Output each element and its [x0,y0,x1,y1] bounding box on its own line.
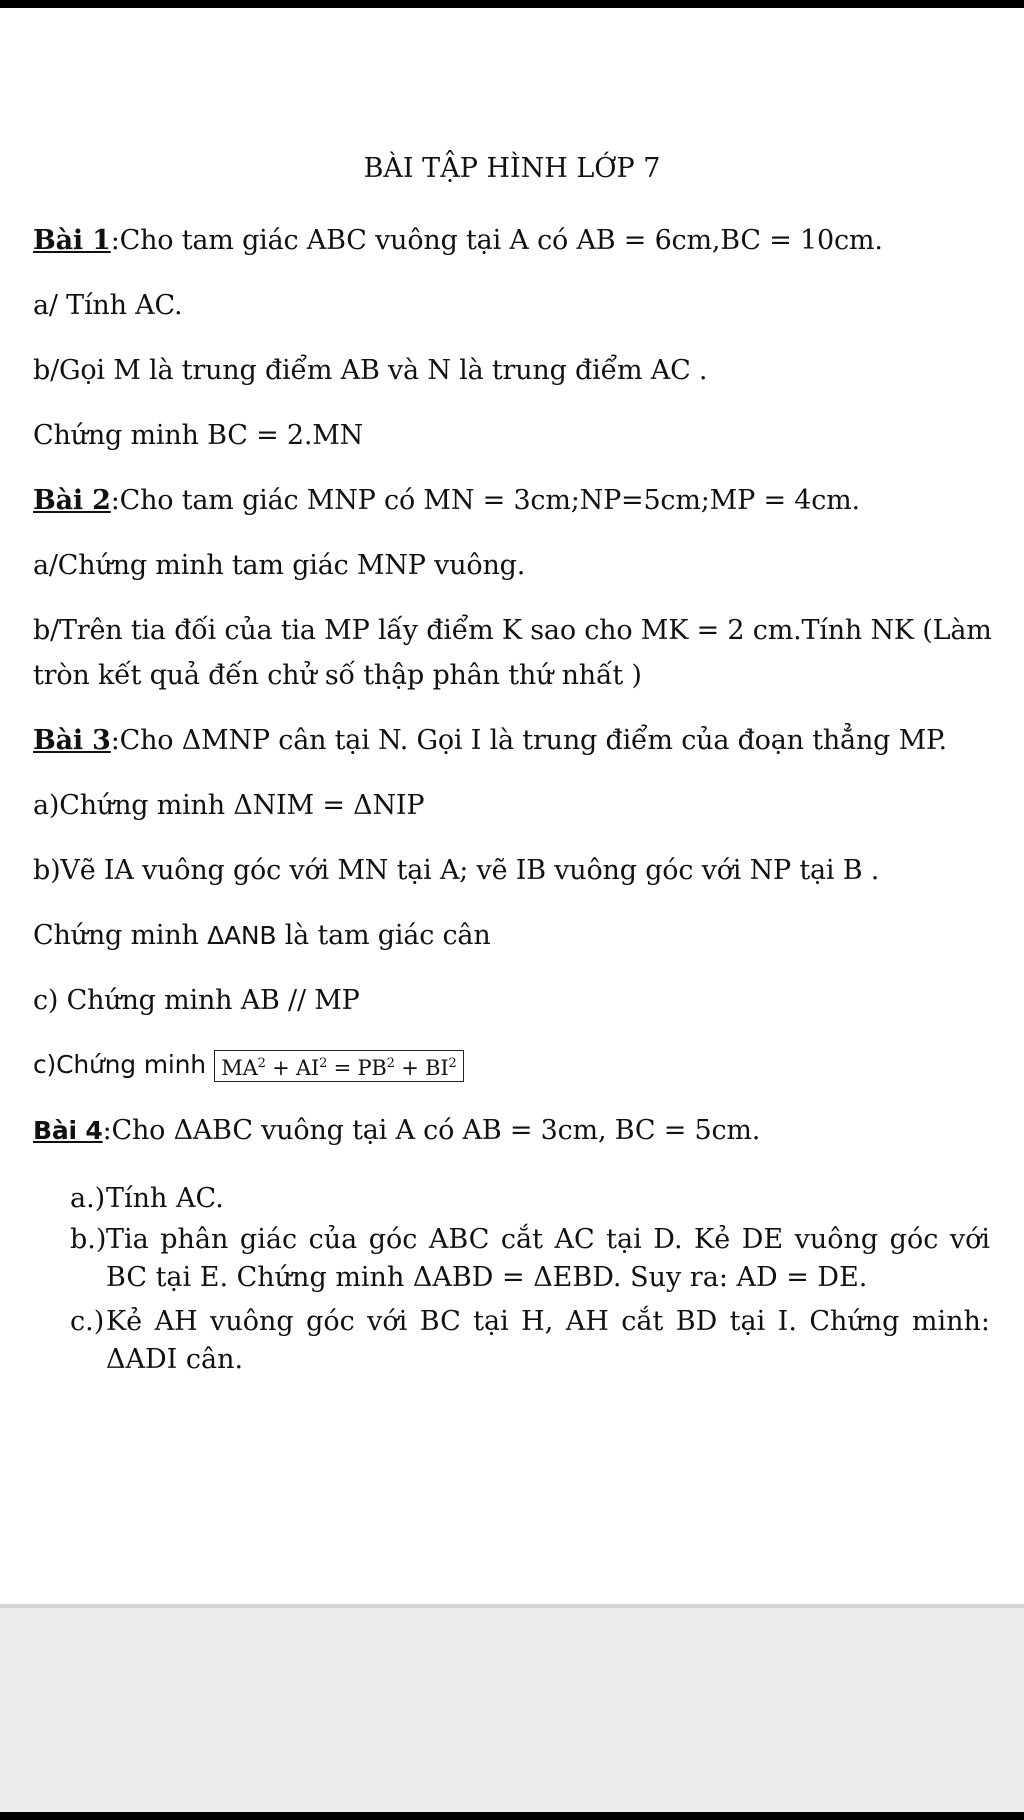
bai3-part-a: a)Chứng minh ΔNIM = ΔNIP [33,790,425,821]
bai3-part-c1: c) Chứng minh AB // MP [33,985,360,1016]
bai3-part-b-proof: Chứng minh ΔANB là tam giác cân [33,920,491,951]
bai4-item-b: b.) Tia phân giác của góc ABC cắt AC tại D. Kẻ DE vuông góc với BC tại E. Chứng minh ΔABD = ΔEBD. Suy ra: AD = DE. [70,1224,990,1293]
bai1-part-a: a/ Tính AC. [33,290,183,321]
bai1-statement: Bài 1:Cho tam giác ABC vuông tại A có AB = 6cm,BC = 10cm. [33,225,883,256]
bai4-item-c: c.) Kẻ AH vuông góc với BC tại H, AH cắt BD tại I. Chứng minh: ΔADI cân. [70,1306,990,1375]
bai1-part-b: b/Gọi M là trung điểm AB và N là trung điểm AC . [33,355,708,386]
boxed-formula: $MA^2 + AI^2 = PB^2 + BI^2$ [214,1050,463,1082]
bai2-part-a: a/Chứng minh tam giác MNP vuông. [33,550,526,581]
bai2-part-b-line1: b/Trên tia đối của tia MP lấy điểm K sao cho MK = 2 cm.Tính NK (Làm [33,615,992,646]
page-title: BÀI TẬP HÌNH LỚP 7 [363,153,661,184]
bai4-statement: Bài 4:Cho ΔABC vuông tại A có AB = 3cm, BC = 5cm. [33,1115,761,1146]
bai3-triangle-anb: ΔANB [207,921,277,950]
bai1-label: Bài 1 [33,225,111,256]
bai2-label: Bài 2 [33,485,111,516]
bai4-label: Bài 4 [33,1116,103,1145]
bottom-bar [0,1812,1024,1820]
bai2-part-b-line2: tròn kết quả đến chử số thập phân thứ nhất ) [33,660,642,691]
bai3-statement: Bài 3:Cho ΔMNP cân tại N. Gọi I là trung điểm của đoạn thẳng MP. [33,725,947,756]
bai4-item-a: a.) Tính AC. [70,1183,224,1214]
viewer-background [0,1608,1024,1812]
bai2-statement: Bài 2:Cho tam giác MNP có MN = 3cm;NP=5cm;MP = 4cm. [33,485,860,516]
bai1-part-b-proof: Chứng minh BC = 2.MN [33,420,364,451]
bai3-part-c2: c)Chứng minh $MA^2 + AI^2 = PB^2 + BI^2$ [33,1048,464,1082]
bai3-label: Bài 3 [33,725,111,756]
document-page [0,8,1024,1606]
bai3-part-b: b)Vẽ IA vuông góc với MN tại A; vẽ IB vuông góc với NP tại B . [33,855,880,886]
